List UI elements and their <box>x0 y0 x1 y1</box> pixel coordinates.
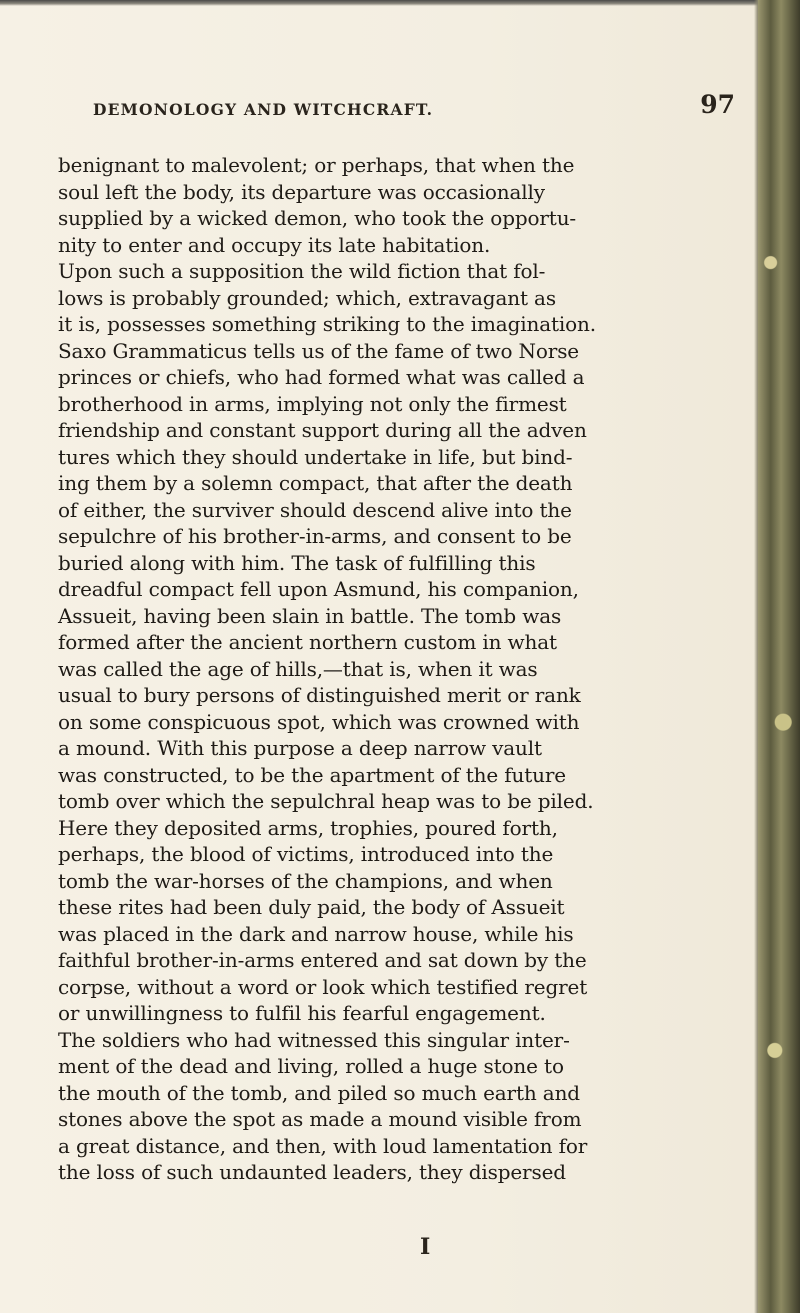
text-line: Here they deposited arms, trophies, poured forth, <box>58 815 558 840</box>
signature-mark: I <box>420 1234 431 1260</box>
text-line: of either, the surviver should descend alive into the <box>58 497 572 522</box>
text-line: tomb the war-horses of the champions, and when <box>58 868 553 893</box>
text-line: was called the age of hills,—that is, when it was <box>58 656 538 681</box>
text-line: perhaps, the blood of victims, introduced into the <box>58 842 554 866</box>
text-line: these rites had been duly paid, the body of Assueit <box>58 895 565 919</box>
text-line: or unwillingness to fulfil his fearful engagement. <box>58 1001 546 1025</box>
body-text <box>58 152 740 1186</box>
text-line: the mouth of the tomb, and piled so much earth and <box>58 1080 580 1105</box>
text-line: lows is probably grounded; which, extravagant as <box>58 285 556 310</box>
text-line: it is, possesses something striking to the imagination. <box>58 312 596 336</box>
text-line: the loss of such undaunted leaders, they dispersed <box>58 1160 566 1184</box>
text-line: nity to enter and occupy its late habitation. <box>58 232 491 257</box>
text-line: a great distance, and then, with loud lamentation for <box>58 1133 588 1158</box>
running-title: DEMONOLOGY AND WITCHCRAFT. <box>93 100 434 119</box>
text-line: on some conspicuous spot, which was crowned with <box>58 709 580 734</box>
text-line: ing them by a solemn compact, that after the death <box>58 471 573 495</box>
text-line: corpse, without a word or look which testified regret <box>58 974 588 999</box>
text-line: faithful brother-in-arms entered and sat down by the <box>58 948 587 972</box>
text-line: a mound. With this purpose a deep narrow vault <box>58 736 542 760</box>
text-line: Assueit, having been slain in battle. The tomb was <box>58 603 562 628</box>
text-line: The soldiers who had witnessed this singular inter- <box>58 1027 570 1052</box>
text-line: tures which they should undertake in life, but bind- <box>58 444 573 469</box>
text-line: buried along with him. The task of fulfilling this <box>58 550 536 575</box>
text-line: princes or chiefs, who had formed what was called a <box>58 365 585 389</box>
text-line: Upon such a supposition the wild fiction that fol- <box>58 259 546 283</box>
text-line: formed after the ancient northern custom in what <box>58 630 557 654</box>
text-line: tomb over which the sepulchral heap was to be piled. <box>58 789 594 813</box>
page-number: 97 <box>700 90 735 119</box>
text-line: Saxo Grammaticus tells us of the fame of two Norse <box>58 338 579 363</box>
book-spine-binding <box>758 0 800 1313</box>
text-line: dreadful compact fell upon Asmund, his companion, <box>58 577 579 601</box>
text-line: ment of the dead and living, rolled a huge stone to <box>58 1054 564 1078</box>
text-line: was placed in the dark and narrow house, while his <box>58 921 574 946</box>
text-line: stones above the spot as made a mound visible from <box>58 1107 582 1131</box>
text-line: was constructed, to be the apartment of the future <box>58 762 566 787</box>
text-line: brotherhood in arms, implying not only the firmest <box>58 391 567 416</box>
page-top-edge <box>0 0 800 6</box>
text-line: sepulchre of his brother-in-arms, and consent to be <box>58 524 572 548</box>
text-line: friendship and constant support during all the adven <box>58 418 587 442</box>
text-line: soul left the body, its departure was occasionally <box>58 179 545 204</box>
text-line: supplied by a wicked demon, who took the opportu- <box>58 206 577 230</box>
page-header <box>93 90 735 130</box>
text-line: benignant to malevolent; or perhaps, that when the <box>58 153 575 177</box>
text-line: usual to bury persons of distinguished merit or rank <box>58 683 581 707</box>
